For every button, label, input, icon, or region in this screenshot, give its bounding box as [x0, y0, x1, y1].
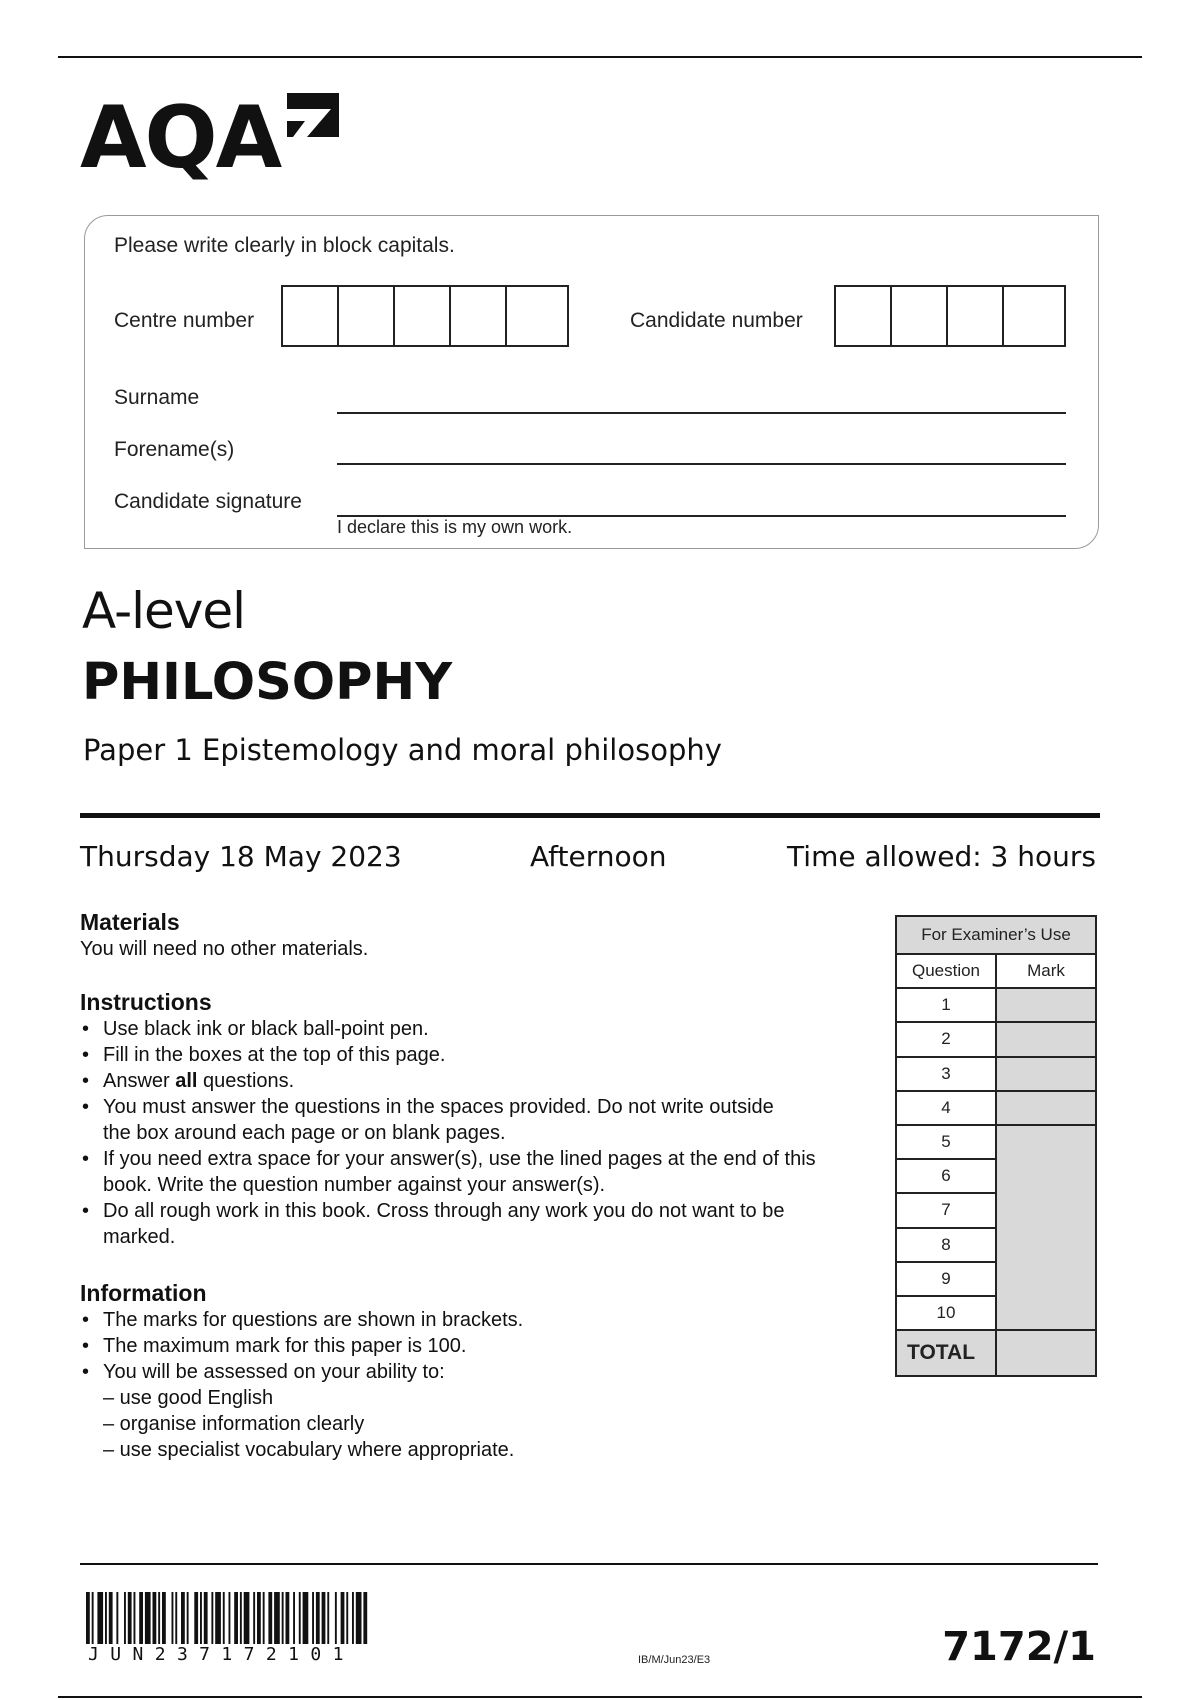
mark-column-header: Mark — [996, 954, 1096, 988]
barcode-bar — [322, 1592, 326, 1644]
instruction-emphasis: all — [175, 1070, 198, 1092]
exam-date: Thursday 18 May 2023 — [80, 840, 402, 873]
barcode-bar — [244, 1592, 250, 1644]
examiner-use-table — [895, 915, 1097, 1377]
barcode-bar — [312, 1592, 314, 1644]
barcode-bar — [105, 1592, 107, 1644]
barcode-bar — [229, 1592, 231, 1644]
information-subitem: – use specialist vocabulary where appropriate. — [103, 1439, 515, 1461]
instruction-item — [80, 1068, 860, 1094]
information-heading: Information — [80, 1280, 207, 1306]
barcode-bar — [124, 1592, 126, 1644]
paper-code: 7172/1 — [942, 1624, 1096, 1670]
centre-number-digit[interactable] — [395, 287, 451, 345]
barcode-bar — [175, 1592, 177, 1644]
question-number: 4 — [896, 1091, 996, 1125]
instruction-text: questions. — [197, 1070, 295, 1092]
barcode-bar — [109, 1592, 113, 1644]
barcode-bar — [303, 1592, 309, 1644]
barcode-bar — [352, 1592, 354, 1644]
aqa-logo — [80, 88, 350, 188]
declaration-text: I declare this is my own work. — [337, 517, 573, 537]
materials-section — [80, 908, 880, 962]
barcode-bar — [204, 1592, 208, 1644]
barcode-bar — [335, 1592, 337, 1644]
information-item: • The marks for questions are shown in brackets. — [80, 1307, 880, 1333]
candidate-number-digit[interactable] — [1004, 287, 1060, 345]
barcode — [86, 1592, 470, 1644]
candidate-number-digit[interactable] — [836, 287, 892, 345]
paper-reference: IB/M/Jun23/E3 — [638, 1654, 711, 1666]
barcode-bar — [257, 1592, 261, 1644]
qualification-level: A-level — [82, 582, 246, 640]
question-number: 5 — [896, 1125, 996, 1159]
barcode-bar — [134, 1592, 136, 1644]
barcode-bar — [234, 1592, 238, 1644]
instruction-item: • Do all rough work in this book. Cross through any work you do not want to be marked. — [80, 1198, 820, 1250]
barcode-bar — [341, 1592, 345, 1644]
centre-number-digit[interactable] — [507, 287, 563, 345]
paper-title: Paper 1 Epistemology and moral philosophy — [83, 733, 722, 767]
question-number: 7 — [896, 1193, 996, 1227]
barcode-bar — [139, 1592, 143, 1644]
signature-label: Candidate signature — [114, 490, 302, 513]
block-capitals-instruction: Please write clearly in block capitals. — [114, 234, 455, 257]
barcode-bar — [263, 1592, 265, 1644]
barcode-bar — [158, 1592, 160, 1644]
barcode-bar — [316, 1592, 320, 1644]
barcode-bar — [181, 1592, 185, 1644]
instruction-item: • You must answer the questions in the spaces provided. Do not write outside the box around each page or on blank pages. — [80, 1094, 780, 1146]
barcode-bar — [293, 1592, 295, 1644]
total-label: TOTAL — [896, 1330, 996, 1376]
mark-cell — [996, 1057, 1096, 1091]
instruction-item: • Fill in the boxes at the top of this page. — [80, 1042, 860, 1068]
centre-number-digit[interactable] — [451, 287, 507, 345]
time-allowed: Time allowed: 3 hours — [787, 840, 1096, 873]
barcode-bar — [194, 1592, 198, 1644]
question-number: 1 — [896, 988, 996, 1022]
subject-title: PHILOSOPHY — [82, 653, 453, 712]
question-number: 6 — [896, 1159, 996, 1193]
mark-cell-merged — [996, 1125, 1096, 1330]
instructions-section — [80, 988, 860, 1250]
barcode-bar — [128, 1592, 132, 1644]
information-subitem: – organise information clearly — [103, 1413, 365, 1435]
information-subitem: – use good English — [103, 1387, 274, 1409]
barcode-bar — [327, 1592, 329, 1644]
information-section — [80, 1279, 880, 1463]
candidate-number-boxes[interactable] — [834, 285, 1066, 347]
instruction-item: • If you need extra space for your answer(s), use the lined pages at the end of this book. Write the question number against your answer(s). — [80, 1146, 860, 1198]
exam-session: Afternoon — [530, 840, 667, 873]
question-number: 10 — [896, 1296, 996, 1330]
centre-number-label: Centre number — [114, 309, 255, 332]
barcode-bar — [286, 1592, 290, 1644]
barcode-bar — [200, 1592, 202, 1644]
barcode-digits: JUN237172101 — [88, 1644, 355, 1665]
barcode-bar — [274, 1592, 280, 1644]
barcode-bar — [162, 1592, 166, 1644]
candidate-number-digit[interactable] — [948, 287, 1004, 345]
information-item: • You will be assessed on your ability to: — [80, 1359, 880, 1385]
examiner-table-title: For Examiner’s Use — [896, 916, 1096, 954]
top-rule — [58, 56, 1142, 58]
instruction-text: Answer — [103, 1070, 176, 1092]
question-column-header: Question — [896, 954, 996, 988]
materials-text: You will need no other materials. — [80, 938, 369, 960]
bottom-rule — [58, 1696, 1142, 1698]
barcode-bar — [145, 1592, 151, 1644]
mark-cell — [996, 1022, 1096, 1056]
mark-cell — [996, 1091, 1096, 1125]
candidate-details-box — [84, 215, 1099, 549]
barcode-bar — [282, 1592, 284, 1644]
instruction-item: • Use black ink or black ball-point pen. — [80, 1016, 860, 1042]
materials-heading: Materials — [80, 909, 180, 935]
barcode-bar — [363, 1592, 367, 1644]
barcode-bar — [356, 1592, 362, 1644]
logo-mark-icon — [285, 91, 341, 147]
barcode-bar — [187, 1592, 189, 1644]
barcode-bar — [215, 1592, 221, 1644]
surname-field[interactable] — [337, 412, 1066, 414]
barcode-bar — [268, 1592, 272, 1644]
question-number: 9 — [896, 1262, 996, 1296]
barcode-bar — [240, 1592, 242, 1644]
barcode-bar — [346, 1592, 348, 1644]
barcode-bar — [116, 1592, 118, 1644]
barcode-bar — [299, 1592, 301, 1644]
centre-number-digit[interactable] — [339, 287, 395, 345]
instructions-heading: Instructions — [80, 989, 212, 1015]
footer-rule — [80, 1563, 1098, 1565]
mark-cell — [996, 988, 1096, 1022]
barcode-bar — [253, 1592, 255, 1644]
candidate-number-digit[interactable] — [892, 287, 948, 345]
total-mark-cell — [996, 1330, 1096, 1376]
barcode-bar — [211, 1592, 213, 1644]
barcode-bar — [97, 1592, 103, 1644]
logo-text: AQA — [80, 88, 281, 188]
question-number: 2 — [896, 1022, 996, 1056]
forenames-label: Forename(s) — [114, 438, 235, 461]
surname-label: Surname — [114, 386, 200, 409]
centre-number-boxes[interactable] — [281, 285, 569, 347]
barcode-bar — [92, 1592, 94, 1644]
barcode-bar — [223, 1592, 225, 1644]
barcode-bar — [86, 1592, 90, 1644]
candidate-number-label: Candidate number — [630, 309, 803, 332]
barcode-bar — [153, 1592, 157, 1644]
title-rule — [80, 813, 1100, 818]
centre-number-digit[interactable] — [283, 287, 339, 345]
barcode-bar — [172, 1592, 174, 1644]
information-item: • The maximum mark for this paper is 100. — [80, 1333, 880, 1359]
question-number: 8 — [896, 1228, 996, 1262]
forenames-field[interactable] — [337, 463, 1066, 465]
question-number: 3 — [896, 1057, 996, 1091]
